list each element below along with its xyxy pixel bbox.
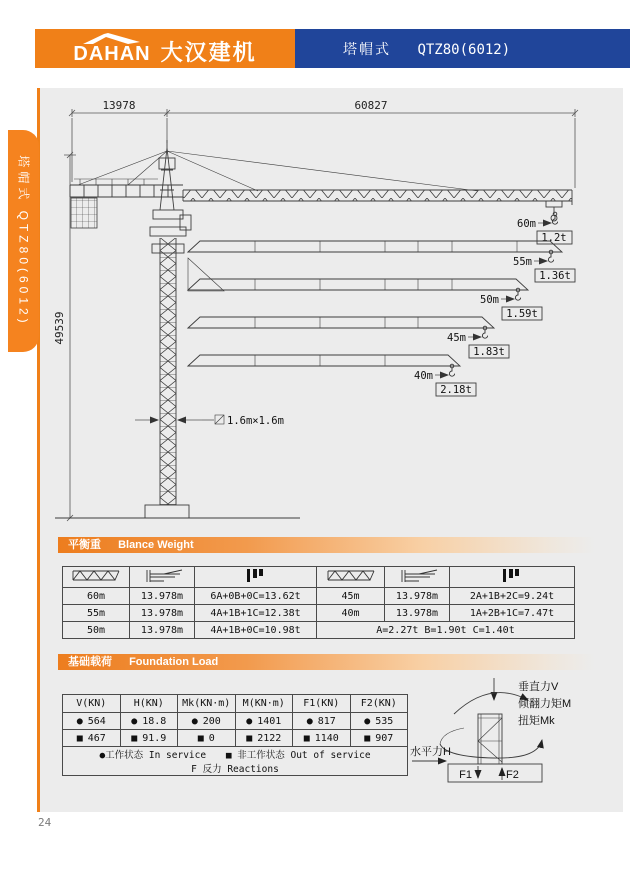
cell: ■ 1140 (293, 730, 351, 747)
cell: 4A+1B+0C=10.98t (195, 622, 317, 639)
table-row (63, 605, 575, 622)
legend-in-service: ●工作状态 In service (99, 750, 207, 761)
foundation-forces-diagram (410, 664, 623, 794)
turntable-and-mast (55, 210, 300, 518)
legend-row (63, 747, 408, 776)
cell: ● 817 (293, 713, 351, 730)
tip-load-60m (517, 212, 572, 244)
counterweight-icon (450, 567, 575, 588)
brand-name-en: DAHAN (73, 43, 151, 65)
cell: ● 18.8 (120, 713, 178, 730)
cell: ● 200 (178, 713, 236, 730)
svg-text:60m: 60m (517, 218, 536, 230)
page-number: 24 (38, 816, 52, 829)
out-of-service-row (63, 730, 408, 747)
svg-text:50m: 50m (480, 294, 499, 306)
cell: ■ 91.9 (120, 730, 178, 747)
dim-counter-jib: 13978 (102, 99, 136, 112)
cell: 60m (63, 588, 130, 605)
svg-text:40m: 40m (414, 370, 433, 382)
header-model-band (295, 29, 630, 68)
brand-name-cn: 大汉建机 (160, 40, 257, 65)
jib-truss-icon (63, 567, 130, 588)
col-header: Mk(KN·m) (178, 695, 236, 713)
cell: 13.978m (385, 588, 450, 605)
balance-weight-title-cn: 平衡重 (68, 539, 101, 551)
col-header: M(KN·m) (235, 695, 293, 713)
in-service-row (63, 713, 408, 730)
svg-text:55m: 55m (513, 256, 532, 268)
model-type-label: 塔帽式 (343, 40, 391, 57)
horizontal-force-label: 水平力H (410, 746, 451, 758)
mast-section (478, 714, 502, 764)
cell: ■ 2122 (235, 730, 293, 747)
header-brand-band (35, 29, 295, 68)
cell: 4A+1B+1C=12.38t (195, 605, 317, 622)
abc-weights-cell: A=2.27t B=1.90t C=1.40t (317, 622, 575, 639)
dim-height: 49539 (53, 311, 66, 345)
brand-logo (73, 33, 256, 64)
balance-weight-title-en: Blance Weight (118, 539, 194, 551)
svg-text:1.59t: 1.59t (506, 308, 538, 320)
col-header: V(KN) (63, 695, 121, 713)
model-title (295, 39, 510, 59)
counterweight-ballast (71, 198, 97, 228)
table-header-row (63, 567, 575, 588)
svg-text:1.36t: 1.36t (539, 270, 571, 282)
cell: ● 564 (63, 713, 121, 730)
col-header: F2(KN) (350, 695, 408, 713)
cell: 1A+2B+1C=7.47t (450, 605, 575, 622)
cell: 13.978m (130, 622, 195, 639)
foundation-load-table (62, 694, 408, 776)
model-code: QTZ80(6012) (417, 41, 511, 58)
counterweight-icon (195, 567, 317, 588)
main-jib (183, 190, 572, 221)
cell: 13.978m (385, 605, 450, 622)
balance-weight-table (62, 566, 575, 639)
svg-text:45m: 45m (447, 332, 466, 344)
cell: 40m (317, 605, 385, 622)
foundation-title-en: Foundation Load (129, 656, 219, 668)
f2-label: F2 (506, 769, 519, 781)
cell: ■ 907 (350, 730, 408, 747)
legend-reactions: F 反力 Reactions (191, 764, 279, 775)
legend-cell (63, 747, 408, 776)
cell: 55m (63, 605, 130, 622)
svg-text:1.83t: 1.83t (473, 346, 505, 358)
cell: ■ 0 (178, 730, 236, 747)
cell: 13.978m (130, 588, 195, 605)
col-header: H(KN) (120, 695, 178, 713)
f1-label: F1 (459, 769, 472, 781)
mast-section-text: 1.6m×1.6m (227, 415, 284, 427)
torque-arrow (440, 740, 542, 758)
cell: 45m (317, 588, 385, 605)
jib-truss-icon (317, 567, 385, 588)
cell: ● 535 (350, 713, 408, 730)
counter-jib-icon (385, 567, 450, 588)
table-row (63, 588, 575, 605)
jib-variant-40m (188, 355, 476, 396)
dimension-lines (53, 99, 578, 521)
counter-jib (70, 179, 183, 228)
cell: ● 1401 (235, 713, 293, 730)
crane-drawing (40, 88, 623, 533)
jib-variant-50m (188, 279, 542, 320)
torque-label: 扭矩Mk (518, 715, 555, 727)
cell: 6A+0B+0C=13.62t (195, 588, 317, 605)
jib-variant-55m (188, 241, 575, 282)
overturn-moment-label: 倾翻力矩M (518, 698, 572, 710)
cell: 13.978m (130, 605, 195, 622)
cell: ■ 467 (63, 730, 121, 747)
cell: 2A+1B+2C=9.24t (450, 588, 575, 605)
col-header: F1(KN) (293, 695, 351, 713)
cell: 50m (63, 622, 130, 639)
foundation-title-cn: 基础载荷 (68, 656, 112, 668)
table-header-row (63, 695, 408, 713)
side-tab-label: 塔帽式 QTZ80(6012) (16, 155, 30, 327)
dim-jib: 60827 (354, 99, 388, 112)
counter-jib-icon (130, 567, 195, 588)
table-row (63, 622, 575, 639)
side-tab (8, 130, 39, 352)
vertical-force-label: 垂直力V (518, 681, 559, 693)
jib-variant-45m (188, 317, 509, 358)
mast-section-label (135, 415, 284, 427)
legend-out-of-service: ■ 非工作状态 Out of service (225, 750, 371, 761)
balance-weight-section-bar (58, 537, 595, 553)
overturn-moment-arrow (454, 693, 528, 714)
svg-text:2.18t: 2.18t (440, 384, 472, 396)
svg-text:1.2t: 1.2t (541, 232, 567, 244)
